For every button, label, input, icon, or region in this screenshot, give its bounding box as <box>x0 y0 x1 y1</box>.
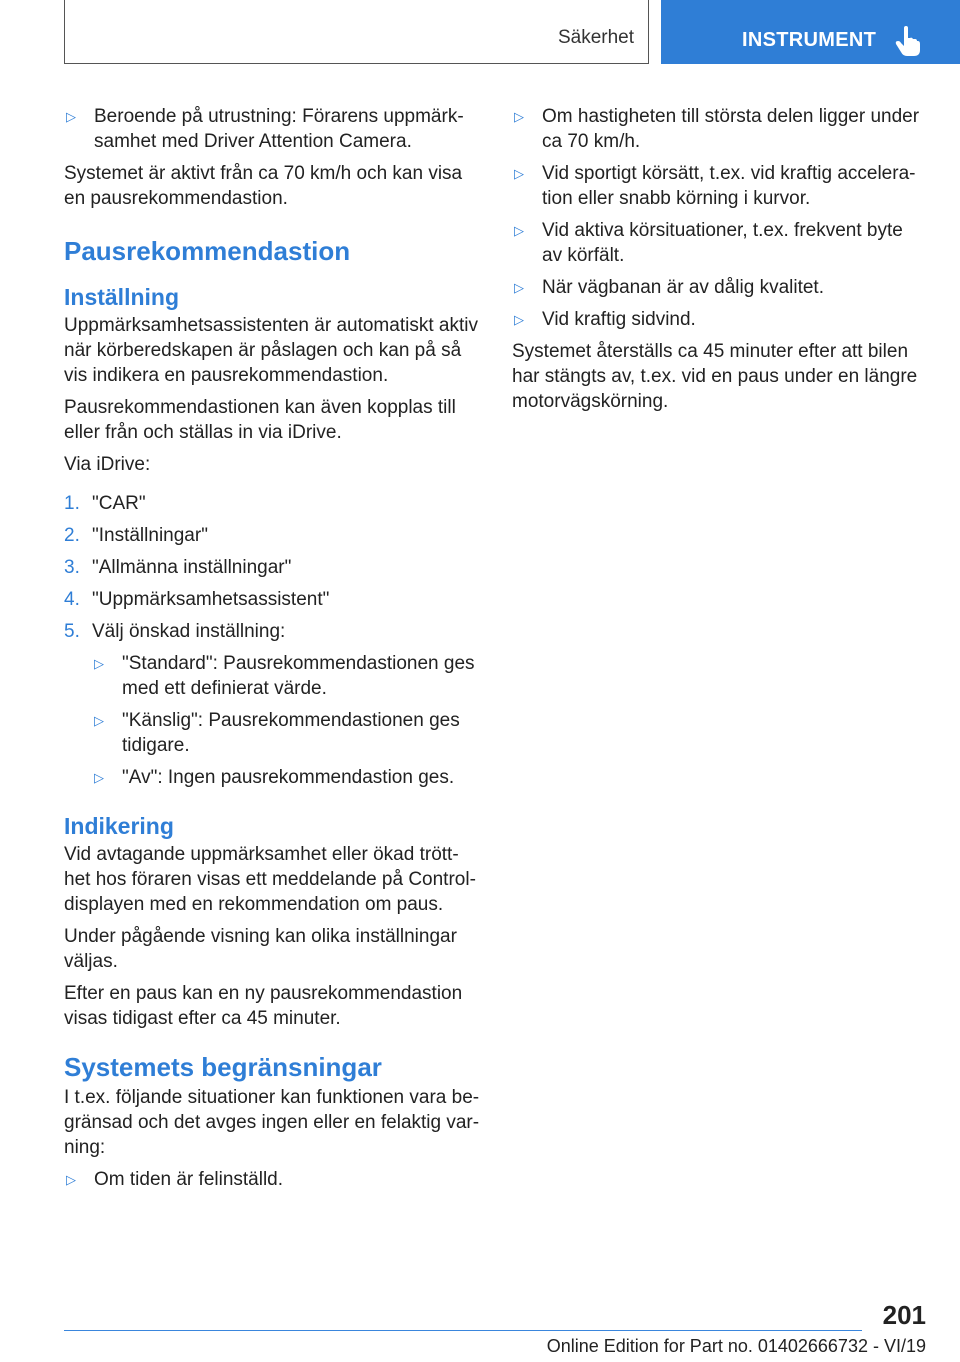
step-item <box>64 555 484 580</box>
header-section-box <box>64 0 649 64</box>
triangle-right-icon: ▷ <box>66 109 76 124</box>
bullet-text: Om hastigheten till största delen ligger under ca 70 km/h. <box>542 106 920 152</box>
bullet-text: Vid aktiva körsituationer, t.ex. frekvent byte av körfält. <box>542 220 903 266</box>
page-number: 201 <box>882 1300 926 1330</box>
triangle-right-icon: ▷ <box>94 713 104 728</box>
bullet-text: Vid kraftig sidvind. <box>542 309 696 330</box>
list-item <box>64 1167 484 1192</box>
header-section-title: Säkerhet <box>557 27 634 48</box>
step-number: 3. <box>64 557 80 578</box>
step-item <box>64 523 484 548</box>
pointing-hand-icon <box>895 26 921 56</box>
option-text: "Av": Ingen pausrekommendastion ges. <box>122 767 455 788</box>
list-item <box>512 275 926 300</box>
step-item <box>64 491 484 516</box>
list-item <box>64 104 484 154</box>
paragraph: Systemet återställs ca 45 minuter efter att bilen har stängts av, t.ex. vid en paus under en längre motorvägskörning. <box>512 341 918 412</box>
triangle-right-icon: ▷ <box>66 1172 76 1187</box>
triangle-right-icon: ▷ <box>514 166 524 181</box>
bullet-text: När vägbanan är av dålig kvalitet. <box>542 277 824 298</box>
subsection-heading: Inställning <box>64 284 179 310</box>
option-text: "Känslig": Pausrekommendastionen ges tidigare. <box>122 710 460 756</box>
subsection-heading: Indikering <box>64 813 174 839</box>
triangle-right-icon: ▷ <box>94 656 104 671</box>
section-heading: Pausrekommendastion <box>64 236 351 266</box>
section-heading: Systemets begränsningar <box>64 1052 382 1082</box>
tab-instrument-label: INSTRUMENT <box>742 29 877 51</box>
tab-instrument[interactable] <box>661 0 960 64</box>
option-text: "Standard": Pausrekommendastionen ges med ett definierat värde. <box>122 653 475 699</box>
left-column <box>64 104 484 1199</box>
footer-divider <box>64 1330 862 1331</box>
option-item <box>92 765 484 790</box>
step-number: 4. <box>64 589 80 610</box>
step-text: "Allmänna inställningar" <box>92 557 292 578</box>
list-item <box>512 104 926 154</box>
paragraph: Uppmärksamhetsassistenten är automatiskt aktiv när körberedskapen är påslagen och kan på så vis indikera en pausrekommendastion. <box>64 315 478 386</box>
list-item <box>512 307 926 332</box>
triangle-right-icon: ▷ <box>514 312 524 327</box>
step-text: Välj önskad inställning: <box>92 621 286 642</box>
bullet-text: Beroende på utrustning: Förarens uppmärk-samhet med Driver Attention Camera. <box>94 106 464 152</box>
paragraph: Via iDrive: <box>64 454 151 475</box>
list-item <box>512 218 926 268</box>
step-item <box>64 619 484 644</box>
step-number: 5. <box>64 621 80 642</box>
step-number: 2. <box>64 525 80 546</box>
paragraph: Systemet är aktivt från ca 70 km/h och kan visa en pausrekommendastion. <box>64 163 463 209</box>
step-text: "Inställningar" <box>92 525 208 546</box>
step-text: "Uppmärksamhetsassistent" <box>92 589 330 610</box>
footer-edition: Online Edition for Part no. 01402666732 - VI/19 <box>546 1336 926 1356</box>
triangle-right-icon: ▷ <box>514 280 524 295</box>
right-column <box>512 104 926 421</box>
paragraph: Efter en paus kan en ny pausrekommendastion visas tidigast efter ca 45 minuter. <box>64 983 463 1029</box>
option-item <box>92 708 484 758</box>
option-item <box>92 651 484 701</box>
list-item <box>512 161 926 211</box>
bullet-text: Vid sportigt körsätt, t.ex. vid kraftig accelera-tion eller snabb körning i kurvor. <box>542 163 916 209</box>
bullet-text: Om tiden är felinställd. <box>94 1169 284 1190</box>
paragraph: Pausrekommendastionen kan även kopplas till eller från och ställas in via iDrive. <box>64 397 456 443</box>
triangle-right-icon: ▷ <box>514 223 524 238</box>
paragraph: Under pågående visning kan olika inställningar väljas. <box>64 926 457 972</box>
step-item <box>64 587 484 612</box>
step-number: 1. <box>64 493 80 514</box>
triangle-right-icon: ▷ <box>94 770 104 785</box>
triangle-right-icon: ▷ <box>514 109 524 124</box>
paragraph: I t.ex. följande situationer kan funktionen vara be-gränsad och det avges ingen eller en felaktig var-ning: <box>64 1087 480 1158</box>
step-text: "CAR" <box>92 493 146 514</box>
paragraph: Vid avtagande uppmärksamhet eller ökad trött-het hos föraren visas ett meddelande på Control-displayen med en rekommendation om paus. <box>64 844 476 915</box>
